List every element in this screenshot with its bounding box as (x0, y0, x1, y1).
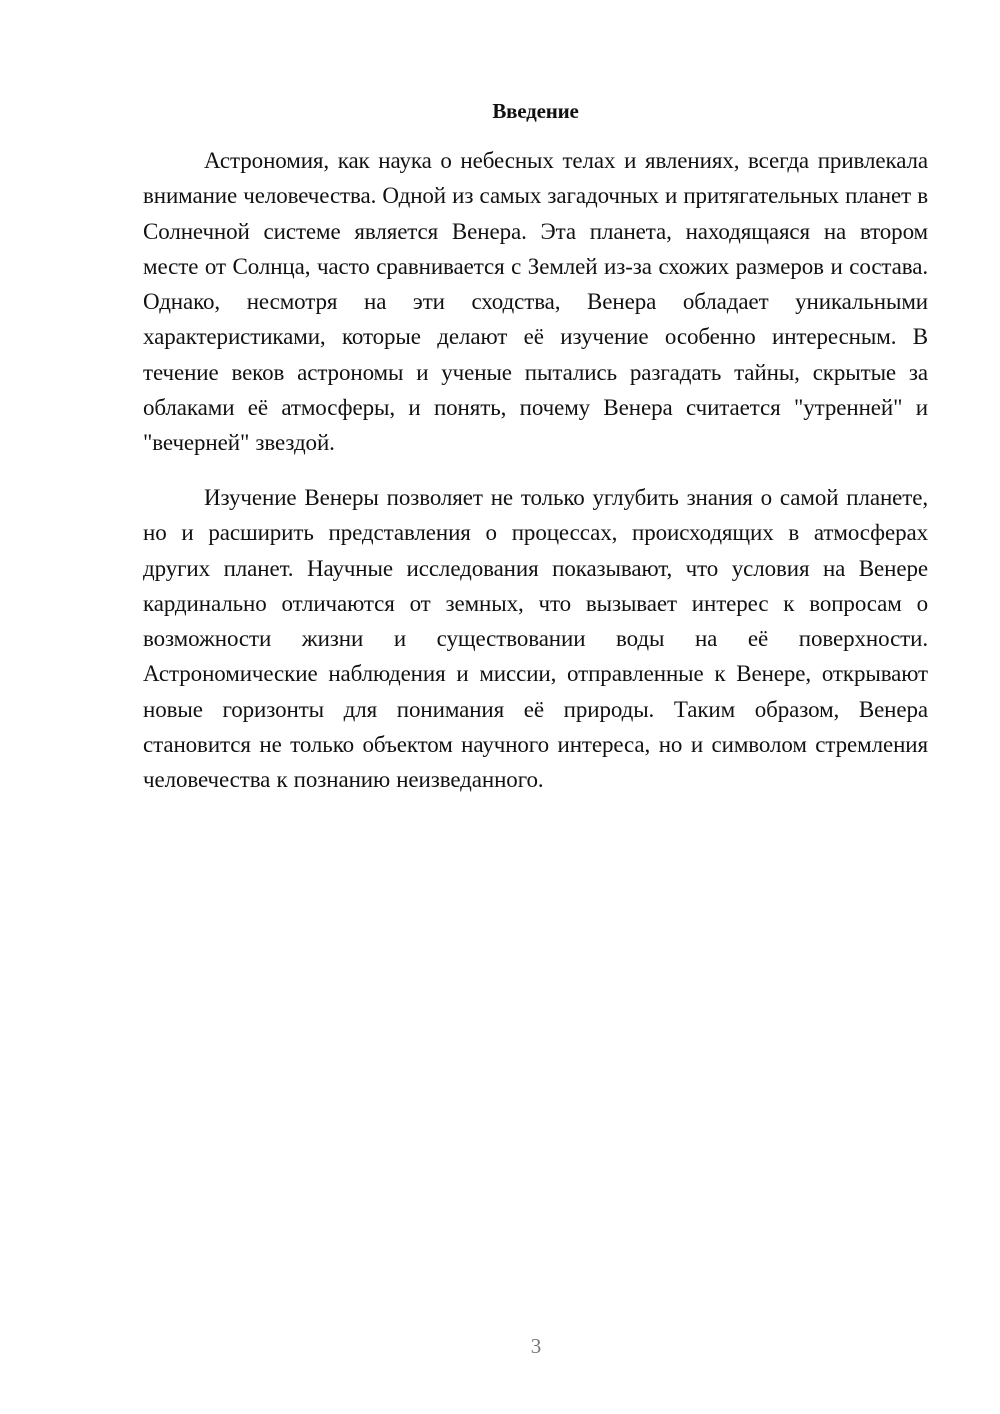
paragraph-introduction: Астрономия, как наука о небесных телах и явлениях, всегда привлекала внимание человечества. Одной из самых загадочных и притягательных планет в Солнечной системе является Венера. Эта планета, находящаяся на втором месте от Солнца, часто сравнивается с Землей из-за схожих размеров и состава. Однако, несмотря на эти сходства, Венера обладает уникальными характеристиками, которые делают её изучение особенно интересным. В течение веков астрономы и ученые пытались разгадать тайны, скрытые за облаками её атмосферы, и понять, почему Венера считается "утренней" и "вечерней" звездой. (143, 148, 928, 456)
section-heading: Введение (492, 99, 579, 123)
page-number: 3 (530, 1334, 542, 1358)
paragraph-venus-study: Изучение Венеры позволяет не только углубить знания о самой планете, но и расширить представления о процессах, происходящих в атмосферах других планет. Научные исследования показывают, что условия на Венере кардинально отличаются от земных, что вызывает интерес к вопросам о возможности жизни и существовании воды на её поверхности. Астрономические наблюдения и миссии, отправленные к Венере, открывают новые горизонты для понимания её природы. Таким образом, Венера становится не только объектом научного интереса, но и символом стремления человечества к познанию неизведанного. (143, 485, 928, 793)
